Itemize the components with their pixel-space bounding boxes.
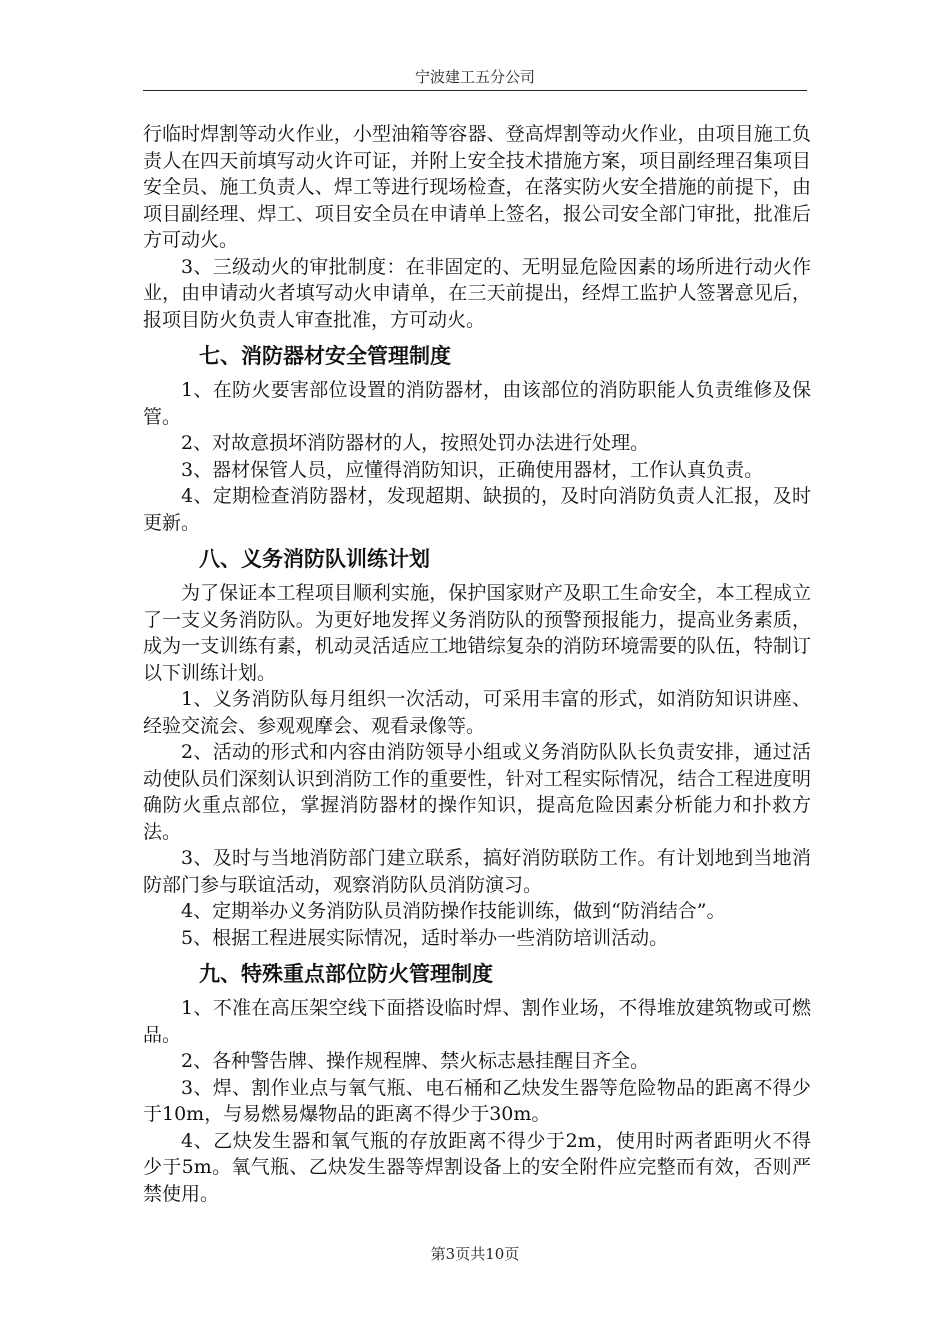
- body-paragraph: 4、乙炔发生器和氧气瓶的存放距离不得少于2m，使用时两者距明火不得少于5m。氧气瓶、乙炔发生器等焊割设备上的安全附件应完整而有效，否则严禁使用。: [143, 1129, 811, 1205]
- body-paragraph: 2、活动的形式和内容由消防领导小组或义务消防队队长负责安排，通过活动使队员们深刻认识到消防工作的重要性，针对工程实际情况，结合工程进度明确防火重点部位，掌握消防器材的操作知识，提高危险因素分析能力和扑救方法。: [143, 741, 811, 843]
- body-paragraph: 2、对故意损坏消防器材的人，按照处罚办法进行处理。: [181, 432, 650, 454]
- body-paragraph: 3、三级动火的审批制度：在非固定的、无明显危险因素的场所进行动火作业，由申请动火者填写动火申请单，在三天前提出，经焊工监护人签署意见后，报项目防火负责人审查批准，方可动火。: [143, 255, 811, 331]
- document-body: [143, 121, 811, 1207]
- page-header: 宁波建工五分公司: [143, 64, 807, 91]
- body-paragraph: 为了保证本工程项目顺利实施，保护国家财产及职工生命安全，本工程成立了一支义务消防队。为更好地发挥义务消防队的预警预报能力，提高业务素质，成为一支训练有素，机动灵活适应工地错综复杂的消防环境需要的队伍，特制订以下训练计划。: [143, 582, 811, 684]
- body-paragraph: 3、及时与当地消防部门建立联系，搞好消防联防工作。有计划地到当地消防部门参与联谊活动，观察消防队员消防演习。: [143, 847, 811, 896]
- body-paragraph: 1、义务消防队每月组织一次活动，可采用丰富的形式，如消防知识讲座、经验交流会、参观观摩会、观看录像等。: [143, 688, 811, 737]
- section-heading: 七、消防器材安全管理制度: [199, 344, 451, 368]
- section-heading: 九、特殊重点部位防火管理制度: [199, 962, 493, 986]
- body-paragraph: 3、焊、割作业点与氧气瓶、电石桶和乙炔发生器等危险物品的距离不得少于10m，与易燃易爆物品的距离不得少于30m。: [143, 1076, 811, 1125]
- body-paragraph: 5、根据工程进展实际情况，适时举办一些消防培训活动。: [181, 926, 669, 949]
- body-paragraph: 行临时焊割等动火作业，小型油箱等容器、登高焊割等动火作业，由项目施工负责人在四天前填写动火许可证，并附上安全技术措施方案，项目副经理召集项目安全员、施工负责人、焊工等进行现场检查，在落实防火安全措施的前提下，由项目副经理、焊工、项目安全员在申请单上签名，报公司安全部门审批，批准后方可动火。: [143, 123, 811, 251]
- section-heading: 八、义务消防队训练计划: [199, 547, 430, 571]
- body-paragraph: 4、定期检查消防器材，发现超期、缺损的，及时向消防负责人汇报，及时更新。: [143, 485, 811, 534]
- body-paragraph: 1、在防火要害部位设置的消防器材，由该部位的消防职能人负责维修及保管。: [143, 379, 811, 428]
- body-paragraph: 3、器材保管人员，应懂得消防知识，正确使用器材，工作认真负责。: [181, 458, 764, 481]
- body-paragraph: 4、定期举办义务消防队员消防操作技能训练，做到“防消结合”。: [181, 900, 726, 922]
- body-paragraph: 2、各种警告牌、操作规程牌、禁火标志悬挂醒目齐全。: [181, 1050, 650, 1072]
- page-footer: 第3页共10页: [430, 1245, 520, 1263]
- body-paragraph: 1、不准在高压架空线下面搭设临时焊、割作业场，不得堆放建筑物或可燃品。: [143, 997, 811, 1046]
